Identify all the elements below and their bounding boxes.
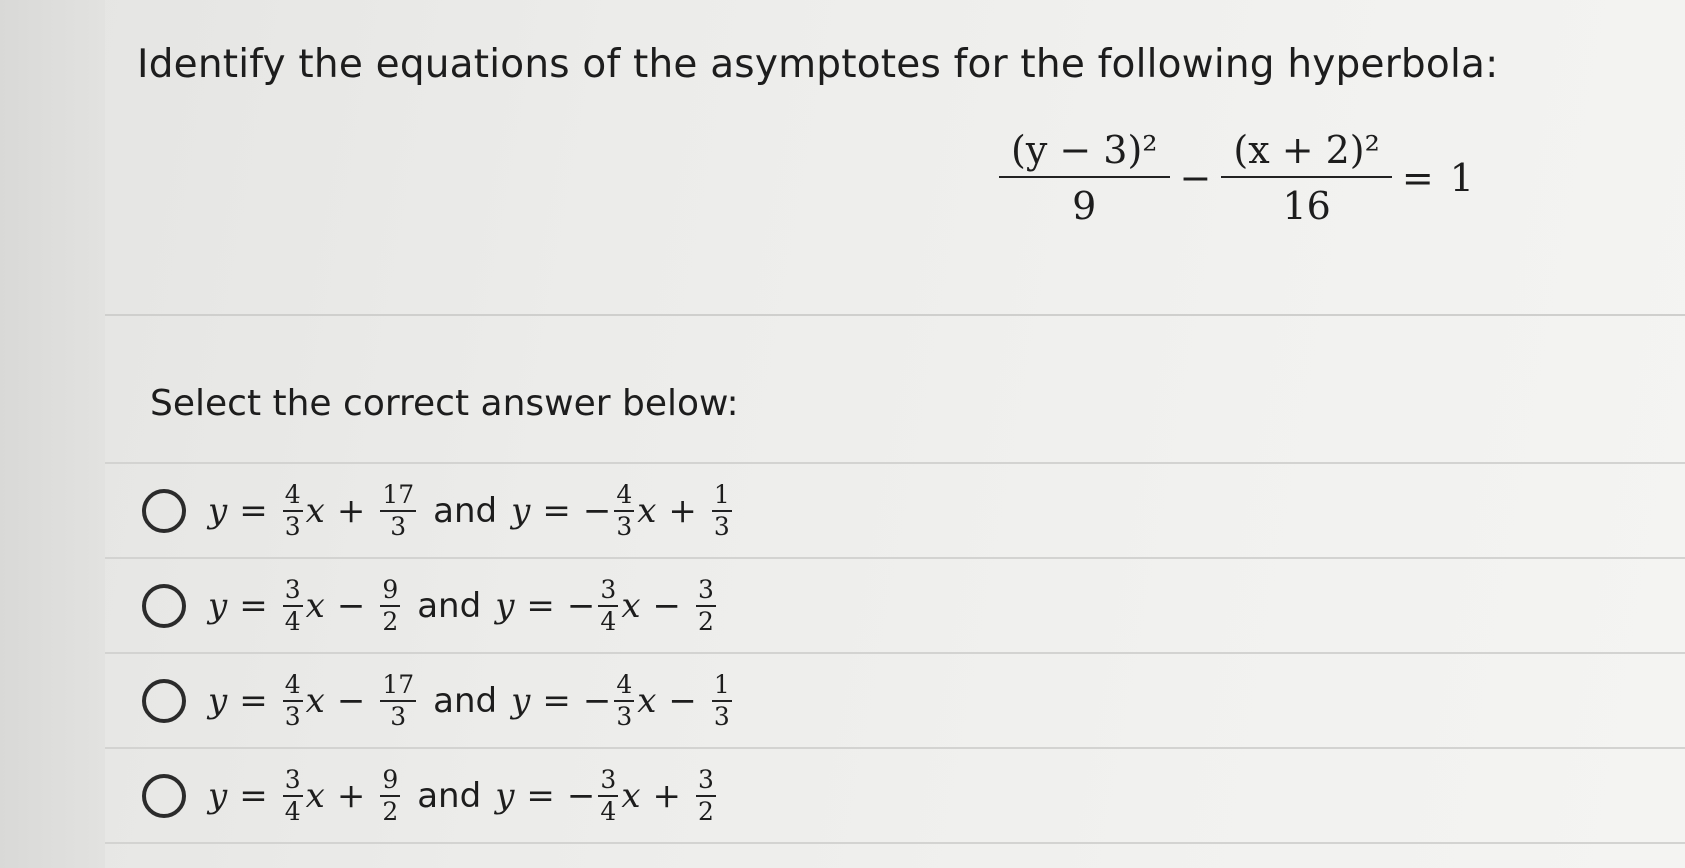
fraction: $\frac{4}{3}$ — [284, 479, 301, 541]
fraction: $\frac{9}{2}$ — [382, 764, 399, 826]
equation-fraction-1: $\frac{\text{(y − 3)²}}{9}$ — [1005, 128, 1164, 228]
fraction: $\frac{9}{2}$ — [382, 574, 399, 636]
answer-option-3[interactable] — [105, 652, 1685, 747]
fraction: $\frac{3}{2}$ — [698, 574, 714, 636]
fraction: $\frac{17}{3}$ — [382, 669, 415, 731]
question-text: Identify the equations of the asymptotes for the following hyperbola: — [137, 42, 1499, 87]
option-equation: y = $\frac{3}{4}$ x + $\frac{9}{2}$ and y = − $\frac{3}{4}$ x + $\frac{3}{2}$ — [208, 764, 714, 826]
option-equation: y = $\frac{3}{4}$ x − $\frac{9}{2}$ and y = − $\frac{3}{4}$ x − $\frac{3}{2}$ — [208, 574, 714, 636]
fraction: $\frac{4}{3}$ — [616, 479, 633, 541]
fraction: $\frac{4}{3}$ — [616, 669, 633, 731]
radio-button[interactable] — [142, 584, 186, 628]
radio-button[interactable] — [142, 489, 186, 533]
answer-prompt: Select the correct answer below: — [150, 383, 739, 424]
left-margin-strip — [0, 0, 105, 868]
section-divider — [105, 314, 1685, 316]
equation-fraction-2: $\frac{\text{(x + 2)²}}{16}$ — [1227, 128, 1386, 228]
fraction: $\frac{4}{3}$ — [284, 669, 301, 731]
equation-rhs: 1 — [1449, 156, 1474, 200]
radio-button[interactable] — [142, 679, 186, 723]
answer-options — [105, 462, 1685, 844]
fraction: $\frac{3}{4}$ — [284, 574, 301, 636]
fraction: $\frac{3}{4}$ — [600, 574, 617, 636]
hyperbola-equation — [1005, 128, 1474, 228]
equation-equals: = — [1401, 156, 1434, 200]
radio-button[interactable] — [142, 774, 186, 818]
fraction: $\frac{1}{3}$ — [713, 479, 730, 541]
option-equation: y = $\frac{4}{3}$ x + $\frac{17}{3}$ and y = − $\frac{4}{3}$ x + $\frac{1}{3}$ — [208, 479, 730, 541]
fraction: $\frac{1}{3}$ — [713, 669, 730, 731]
fraction: $\frac{3}{2}$ — [698, 764, 714, 826]
answer-option-2[interactable] — [105, 557, 1685, 652]
fraction: $\frac{17}{3}$ — [382, 479, 415, 541]
answer-option-1[interactable] — [105, 462, 1685, 557]
answer-option-4[interactable] — [105, 747, 1685, 844]
question-card — [105, 0, 1685, 868]
equation-minus: − — [1179, 156, 1212, 200]
fraction: $\frac{3}{4}$ — [600, 764, 617, 826]
option-equation: y = $\frac{4}{3}$ x − $\frac{17}{3}$ and y = − $\frac{4}{3}$ x − $\frac{1}{3}$ — [208, 669, 730, 731]
fraction: $\frac{3}{4}$ — [284, 764, 301, 826]
